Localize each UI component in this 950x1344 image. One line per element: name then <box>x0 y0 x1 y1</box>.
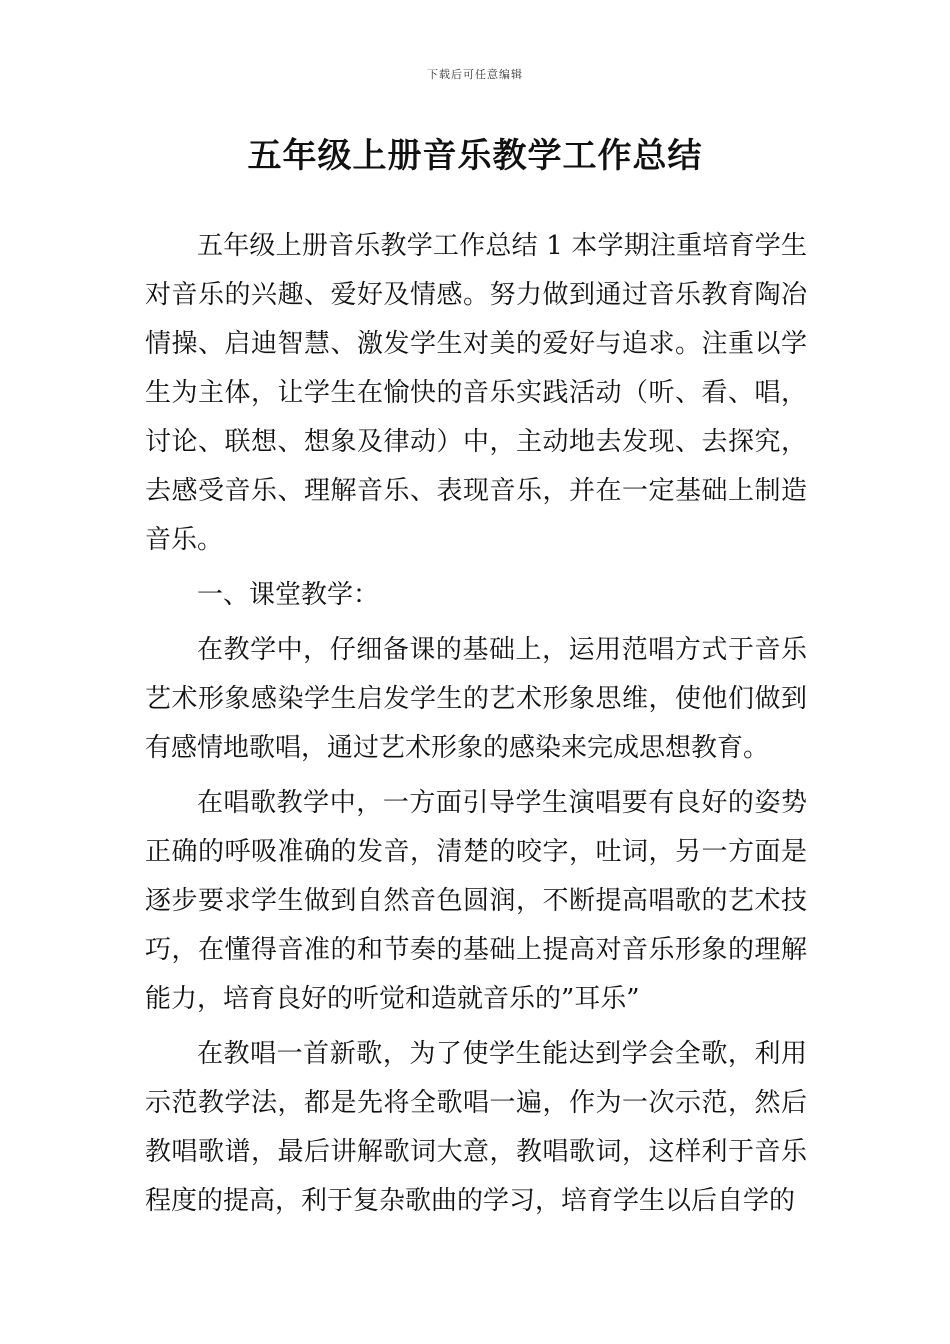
paragraph-teaching: 在教学中，仔细备课的基础上，运用范唱方式于音乐艺术形象感染学生启发学生的艺术形象思维，使他们做到有感情地歌唱，通过艺术形象的感染来完成思想教育。 <box>145 635 807 763</box>
section-heading: 一、课堂教学： <box>197 580 380 610</box>
paragraph-intro: 五年级上册音乐教学工作总结 1 本学期注重培育学生对音乐的兴趣、爱好及情感。努力做到通过音乐教育陶冶情操、启迪智慧、激发学生对美的爱好与追求。注重以学生为主体，让学生在愉快的音乐实践活动（听、看、唱，讨论、联想、想象及律动）中，主动地去发现、去探究，去感受音乐、理解音乐、表现音乐，并在一定基础上制造音乐。 <box>145 231 807 555</box>
document-title: 五年级上册音乐教学工作总结 <box>247 136 703 176</box>
paragraph-new-song: 在教唱一首新歌，为了使学生能达到学会全歌，利用示范教学法，都是先将全歌唱一遍，作为一次示范，然后教唱歌谱，最后讲解歌词大意，教唱歌词，这样利于音乐程度的提高，利于复杂歌曲的学习，培育学生以后自学的 <box>145 1039 807 1216</box>
document-body <box>145 222 807 1232</box>
paragraph-singing: 在唱歌教学中，一方面引导学生演唱要有良好的姿势正确的呼吸准确的发音，清楚的咬字，吐词，另一方面是逐步要求学生做到自然音色圆润，不断提高唱歌的艺术技巧，在懂得音准的和节奏的基础上提高对音乐形象的理解能力，培育良好的听觉和造就音乐的”耳乐” <box>145 788 807 1014</box>
header-note: 下载后可任意编辑 <box>427 68 523 81</box>
